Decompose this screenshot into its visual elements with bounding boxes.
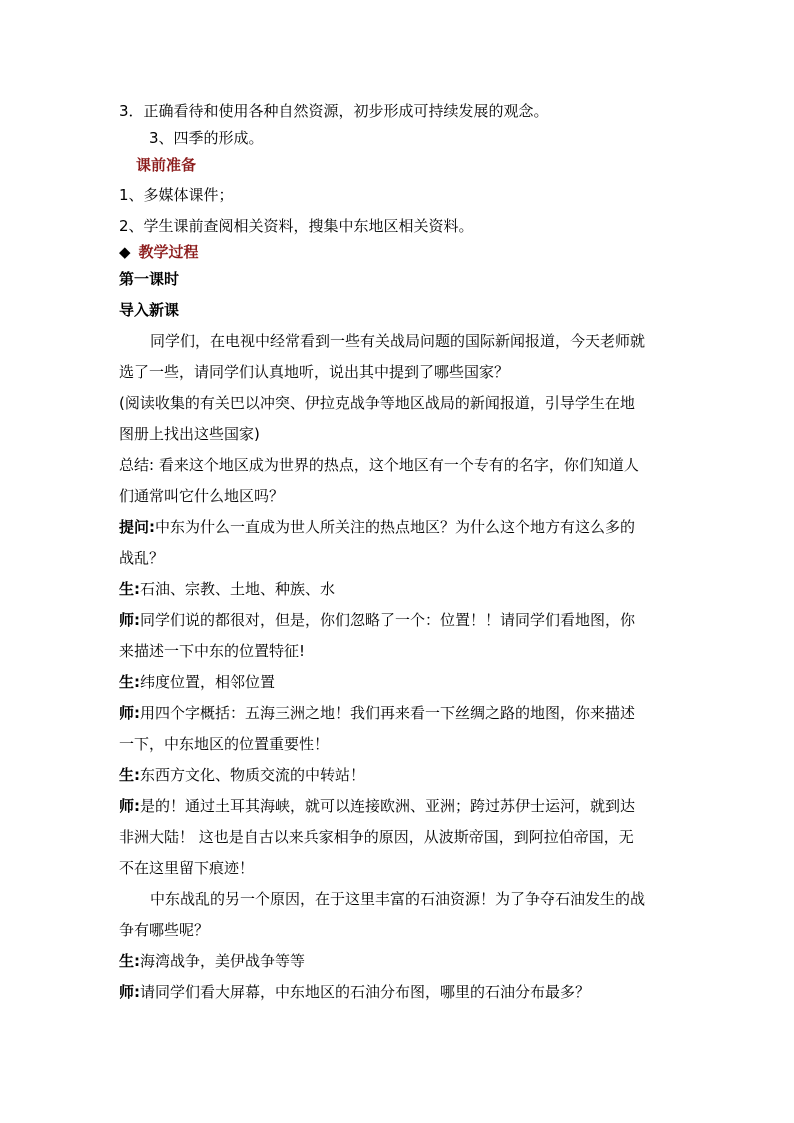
question-label: 提问: xyxy=(119,518,155,536)
student-reply-text: 海湾战争，美伊战争等等 xyxy=(140,952,306,970)
teacher-label: 师: xyxy=(119,983,140,1001)
process-heading: 教学过程 xyxy=(138,243,199,261)
student-reply-text: 东西方文化、物质交流的中转站！ xyxy=(140,766,366,784)
teacher-line-3b: 非洲大陆！ 这也是自古以来兵家相争的原因，从波斯帝国，到阿拉伯帝国，无 xyxy=(119,828,634,846)
student-reply-1 xyxy=(119,579,679,599)
question-text: 中东为什么一直成为世人所关注的热点地区？为什么这个地方有这么多的 xyxy=(155,518,636,536)
process-heading-line xyxy=(119,242,679,262)
teacher-line-3a xyxy=(119,796,679,816)
teacher-text: 用四个字概括：五海三洲之地！我们再来看一下丝绸之路的地图，你来描述 xyxy=(140,704,636,722)
student-reply-2 xyxy=(119,672,679,692)
prep-heading: 课前准备 xyxy=(136,156,197,174)
paragraph-2-line-1: (阅读收集的有关巴以冲突、伊拉克战争等地区战局的新闻报道，引导学生在地 xyxy=(119,394,635,412)
question-line-1 xyxy=(119,517,679,537)
prep-item-1: 1、多媒体课件； xyxy=(119,186,234,204)
student-reply-text: 石油、宗教、土地、种族、水 xyxy=(140,580,336,598)
paragraph-2-line-2: 图册上找出这些国家) xyxy=(119,425,260,443)
teacher-label: 师: xyxy=(119,704,140,722)
teacher-text: 同学们说的都很对，但是，你们忽略了一个：位置！！请同学们看地图，你 xyxy=(140,611,636,629)
paragraph-4-line-1: 中东战乱的另一个原因，在于这里丰富的石油资源！为了争夺石油发生的战 xyxy=(150,890,646,908)
student-label: 生: xyxy=(119,673,140,691)
teacher-label: 师: xyxy=(119,611,140,629)
paragraph-4-line-2: 争有哪些呢？ xyxy=(119,921,210,939)
prep-item-2: 2、学生课前查阅相关资料，搜集中东地区相关资料。 xyxy=(119,217,474,235)
student-label: 生: xyxy=(119,952,140,970)
student-reply-4 xyxy=(119,951,679,971)
teacher-text: 请同学们看大屏幕，中东地区的石油分布图，哪里的石油分布最多？ xyxy=(140,983,591,1001)
teacher-line-3c: 不在这里留下痕迹！ xyxy=(119,859,255,877)
teacher-line-2b: 一下，中东地区的位置重要性！ xyxy=(119,735,330,753)
objective-item-3b: 3、四季的形成。 xyxy=(149,129,264,147)
student-label: 生: xyxy=(119,766,140,784)
paragraph-1-line-2: 选了一些，请同学们认真地听，说出其中提到了哪些国家？ xyxy=(119,363,510,381)
teacher-line-4 xyxy=(119,982,679,1002)
intro-heading: 导入新课 xyxy=(119,301,180,319)
student-label: 生: xyxy=(119,580,140,598)
summary-line-2: 们通常叫它什么地区吗？ xyxy=(119,487,285,505)
objective-item-3: 3．正确看待和使用各种自然资源，初步形成可持续发展的观念。 xyxy=(119,102,549,120)
summary-line-1: 总结: 看来这个地区成为世界的热点，这个地区有一个专有的名字，你们知道人 xyxy=(119,456,639,474)
teacher-line-2a xyxy=(119,703,679,723)
teacher-text: 是的！通过土耳其海峡，就可以连接欧洲、亚洲；跨过苏伊士运河，就到达 xyxy=(140,797,636,815)
teacher-line-1a xyxy=(119,610,679,630)
student-reply-text: 纬度位置，相邻位置 xyxy=(140,673,276,691)
question-line-2: 战乱？ xyxy=(119,549,165,567)
diamond-bullet-icon: ◆ xyxy=(119,243,131,261)
teacher-label: 师: xyxy=(119,797,140,815)
student-reply-3 xyxy=(119,765,679,785)
teacher-line-1b: 来描述一下中东的位置特征! xyxy=(119,642,306,660)
lesson-title: 第一课时 xyxy=(119,270,180,288)
paragraph-1-line-1: 同学们，在电视中经常看到一些有关战局问题的国际新闻报道，今天老师就 xyxy=(150,332,646,350)
